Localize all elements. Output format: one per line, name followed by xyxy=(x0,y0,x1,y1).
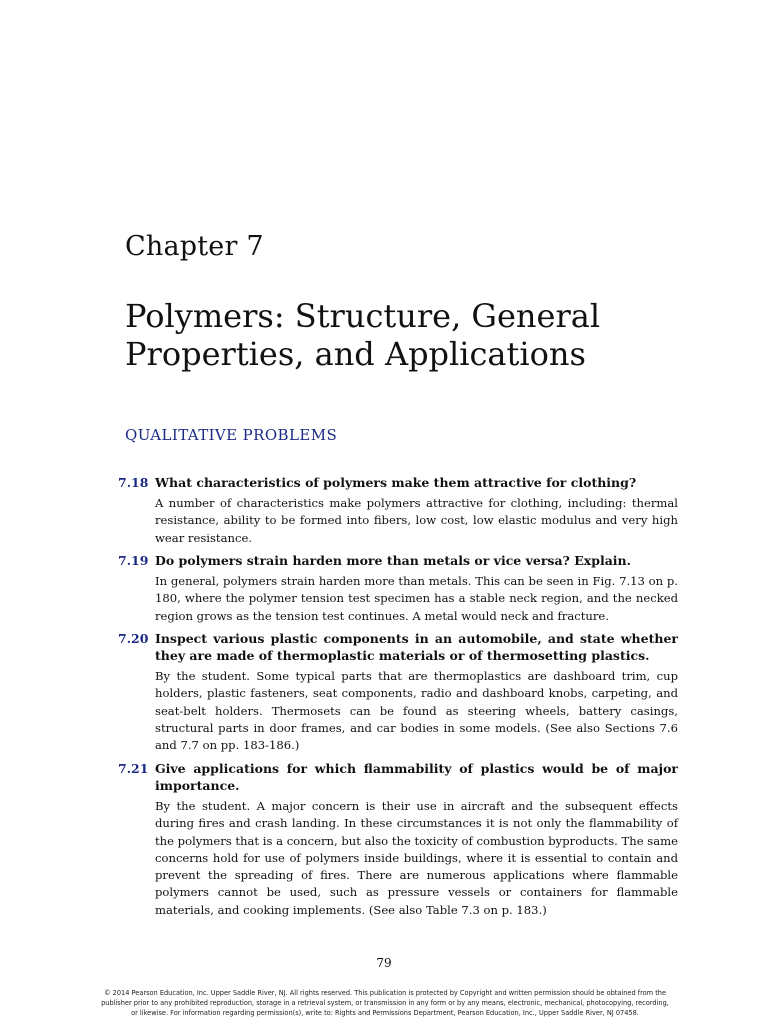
problem-answer: By the student. Some typical parts that are thermoplastics are dashboard trim, cup holders, plastic fasteners, seat components, radio and dashboard knobs, carpeting, and seat-belt holders. Thermosets can be found as steering wheels, battery casings, structural parts in door frames, and car bodies in some models. (See also Sections 7.6 and 7.7 on pp. 183-186.) xyxy=(155,669,678,753)
problem-7-21 xyxy=(118,760,678,919)
chapter-title-line-2: Properties, and Applications xyxy=(125,335,586,373)
problem-number: 7.21 xyxy=(118,761,149,776)
problem-7-18 xyxy=(118,474,678,547)
problem-answer: By the student. A major concern is their use in aircraft and the subsequent effects during fires and crash landing. In these circumstances it is not only the flammability of the polymers that is a concern, but also the toxicity of combustion byproducts. The same concerns hold for use of polymers inside buildings, where it is essential to contain and prevent the spreading of fires. There are numerous applications where flammable polymers cannot be used, such as pressure vessels or containers for flammable materials, and cooking implements. (See also Table 7.3 on p. 183.) xyxy=(155,799,678,917)
problem-answer: A number of characteristics make polymers attractive for clothing, including: thermal resistance, ability to be formed into fibers, low cost, low elastic modulus and very high wear resistance. xyxy=(155,496,678,545)
problem-number: 7.18 xyxy=(118,475,149,490)
chapter-title-line-1: Polymers: Structure, General xyxy=(125,297,601,335)
chapter-title xyxy=(125,297,725,373)
section-heading: QUALITATIVE PROBLEMS xyxy=(125,426,338,444)
problem-7-19 xyxy=(118,552,678,625)
problem-question: Inspect various plastic components in an automobile, and state whether they are made of thermoplastic materials or of thermosetting plastics. xyxy=(155,631,678,663)
problem-question: Give applications for which flammability of plastics would be of major importance. xyxy=(155,761,678,793)
problem-number: 7.20 xyxy=(118,631,149,646)
problem-question: Do polymers strain harden more than metals or vice versa? Explain. xyxy=(155,553,631,568)
problem-answer: In general, polymers strain harden more than metals. This can be seen in Fig. 7.13 on p. 180, where the polymer tension test specimen has a stable neck region, and the necked region grows as the tension test continues. A metal would neck and fracture. xyxy=(155,574,678,623)
copyright-notice: © 2014 Pearson Education, Inc. Upper Saddle River, NJ. All rights reserved. This publication is protected by Copyright and written permission should be obtained from the publisher prior to any prohibited reproduction, storage in a retrieval system, or transmission in any form or by any means, electronic, mechanical, photocopying, recording, or likewise. For information regarding permission(s), write to: Rights and Permissions Department, Pearson Education, Inc., Upper Saddle River, NJ 07458. xyxy=(101,989,669,1017)
page-number: 79 xyxy=(376,956,392,970)
chapter-label: Chapter 7 xyxy=(125,231,264,262)
problem-number: 7.19 xyxy=(118,553,149,568)
problem-question: What characteristics of polymers make them attractive for clothing? xyxy=(155,475,637,490)
problem-7-20 xyxy=(118,630,678,754)
